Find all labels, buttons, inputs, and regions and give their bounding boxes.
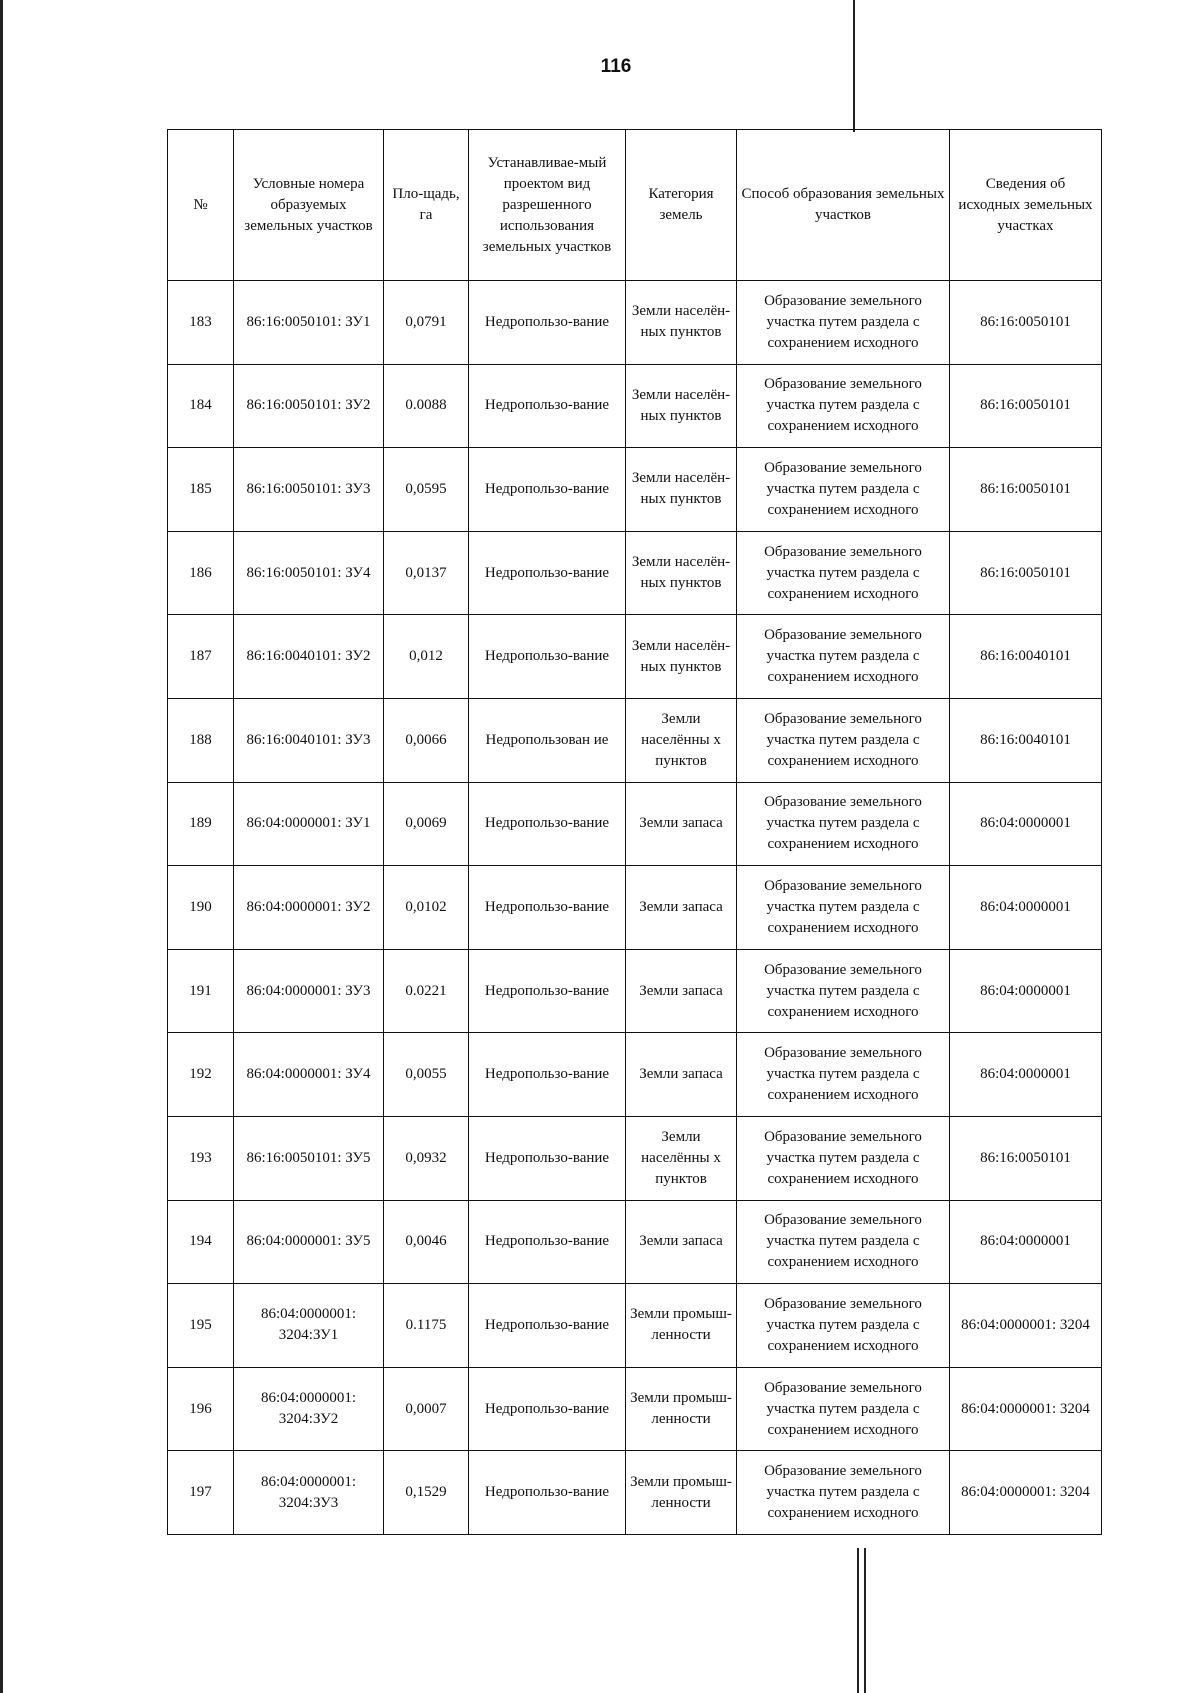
cell-formation-method: Образование земельного участка путем раздела с сохранением исходного <box>737 1116 950 1200</box>
cell-source-plot: 86:16:0050101 <box>950 531 1102 615</box>
cell-permitted-use: Недропользо-вание <box>469 1033 626 1117</box>
cell-number: 189 <box>168 782 234 866</box>
header-area: Пло-щадь, га <box>384 130 469 281</box>
cell-number: 191 <box>168 949 234 1033</box>
cell-source-plot: 86:04:0000001 <box>950 866 1102 950</box>
cell-area: 0,012 <box>384 615 469 699</box>
cell-source-plot: 86:16:0050101 <box>950 364 1102 448</box>
cell-source-plot: 86:16:0040101 <box>950 615 1102 699</box>
cell-plot-number: 86:04:0000001: ЗУ4 <box>234 1033 384 1117</box>
cell-area: 0,0066 <box>384 698 469 782</box>
cell-formation-method: Образование земельного участка путем раздела с сохранением исходного <box>737 1284 950 1368</box>
cell-plot-number: 86:16:0040101: ЗУ2 <box>234 615 384 699</box>
cell-plot-number: 86:16:0050101: ЗУ5 <box>234 1116 384 1200</box>
cell-number: 188 <box>168 698 234 782</box>
table-row <box>168 1116 1102 1200</box>
table-row <box>168 698 1102 782</box>
cell-land-category: Земли населён-ных пунктов <box>626 364 737 448</box>
cell-source-plot: 86:16:0050101 <box>950 1116 1102 1200</box>
table-row <box>168 531 1102 615</box>
cell-area: 0,0102 <box>384 866 469 950</box>
table-row <box>168 866 1102 950</box>
cell-permitted-use: Недропользо-вание <box>469 1116 626 1200</box>
table-row <box>168 615 1102 699</box>
cell-source-plot: 86:16:0050101 <box>950 281 1102 365</box>
cell-number: 183 <box>168 281 234 365</box>
cell-formation-method: Образование земельного участка путем раздела с сохранением исходного <box>737 782 950 866</box>
cell-permitted-use: Недропользо-вание <box>469 531 626 615</box>
table-row <box>168 1284 1102 1368</box>
cell-plot-number: 86:04:0000001: 3204:ЗУ3 <box>234 1451 384 1535</box>
cell-formation-method: Образование земельного участка путем раздела с сохранением исходного <box>737 364 950 448</box>
cell-land-category: Земли населён-ных пунктов <box>626 615 737 699</box>
cell-plot-number: 86:04:0000001: 3204:ЗУ1 <box>234 1284 384 1368</box>
cell-plot-number: 86:04:0000001: 3204:ЗУ2 <box>234 1367 384 1451</box>
cell-number: 186 <box>168 531 234 615</box>
cell-area: 0.0221 <box>384 949 469 1033</box>
cell-source-plot: 86:04:0000001: 3204 <box>950 1367 1102 1451</box>
cell-number: 192 <box>168 1033 234 1117</box>
cell-source-plot: 86:16:0040101 <box>950 698 1102 782</box>
cell-area: 0,0069 <box>384 782 469 866</box>
cell-source-plot: 86:04:0000001 <box>950 949 1102 1033</box>
table-row <box>168 1033 1102 1117</box>
land-plots-table-container <box>167 129 1102 1535</box>
cell-area: 0.1175 <box>384 1284 469 1368</box>
cell-land-category: Земли запаса <box>626 866 737 950</box>
cell-source-plot: 86:04:0000001 <box>950 782 1102 866</box>
cell-number: 185 <box>168 448 234 532</box>
cell-source-plot: 86:04:0000001: 3204 <box>950 1451 1102 1535</box>
cell-number: 187 <box>168 615 234 699</box>
cell-plot-number: 86:16:0040101: ЗУ3 <box>234 698 384 782</box>
cell-number: 184 <box>168 364 234 448</box>
scan-artifact-line <box>857 1548 859 1693</box>
cell-land-category: Земли промыш-ленности <box>626 1451 737 1535</box>
cell-land-category: Земли населён-ных пунктов <box>626 281 737 365</box>
cell-plot-number: 86:04:0000001: ЗУ1 <box>234 782 384 866</box>
table-row <box>168 364 1102 448</box>
cell-land-category: Земли промыш-ленности <box>626 1367 737 1451</box>
cell-area: 0,0932 <box>384 1116 469 1200</box>
cell-land-category: Земли населённы х пунктов <box>626 1116 737 1200</box>
cell-permitted-use: Недропользо-вание <box>469 615 626 699</box>
table-row <box>168 448 1102 532</box>
cell-land-category: Земли запаса <box>626 782 737 866</box>
cell-formation-method: Образование земельного участка путем раздела с сохранением исходного <box>737 615 950 699</box>
cell-land-category: Земли запаса <box>626 949 737 1033</box>
cell-plot-number: 86:16:0050101: ЗУ4 <box>234 531 384 615</box>
cell-number: 193 <box>168 1116 234 1200</box>
cell-plot-number: 86:04:0000001: ЗУ5 <box>234 1200 384 1284</box>
cell-permitted-use: Недропользо-вание <box>469 281 626 365</box>
table-row <box>168 782 1102 866</box>
header-land-category: Категория земель <box>626 130 737 281</box>
cell-formation-method: Образование земельного участка путем раздела с сохранением исходного <box>737 1033 950 1117</box>
cell-permitted-use: Недропользо-вание <box>469 1284 626 1368</box>
cell-formation-method: Образование земельного участка путем раздела с сохранением исходного <box>737 949 950 1033</box>
cell-plot-number: 86:16:0050101: ЗУ2 <box>234 364 384 448</box>
cell-area: 0,0595 <box>384 448 469 532</box>
header-formation-method: Способ образования земельных участков <box>737 130 950 281</box>
cell-land-category: Земли промыш-ленности <box>626 1284 737 1368</box>
cell-permitted-use: Недропользо-вание <box>469 448 626 532</box>
cell-area: 0,0007 <box>384 1367 469 1451</box>
cell-permitted-use: Недропользо-вание <box>469 1200 626 1284</box>
cell-number: 190 <box>168 866 234 950</box>
cell-formation-method: Образование земельного участка путем раздела с сохранением исходного <box>737 281 950 365</box>
header-source-plots: Сведения об исходных земельных участках <box>950 130 1102 281</box>
cell-plot-number: 86:16:0050101: ЗУ1 <box>234 281 384 365</box>
cell-formation-method: Образование земельного участка путем раздела с сохранением исходного <box>737 531 950 615</box>
cell-permitted-use: Недропользо-вание <box>469 364 626 448</box>
cell-area: 0,0046 <box>384 1200 469 1284</box>
table-header-row <box>168 130 1102 281</box>
cell-plot-number: 86:04:0000001: ЗУ3 <box>234 949 384 1033</box>
table-row <box>168 1451 1102 1535</box>
header-conditional-numbers: Условные номера образуемых земельных участков <box>234 130 384 281</box>
cell-area: 0,0791 <box>384 281 469 365</box>
cell-land-category: Земли населённы х пунктов <box>626 698 737 782</box>
cell-land-category: Земли населён-ных пунктов <box>626 531 737 615</box>
cell-formation-method: Образование земельного участка путем раздела с сохранением исходного <box>737 698 950 782</box>
cell-formation-method: Образование земельного участка путем раздела с сохранением исходного <box>737 448 950 532</box>
scan-artifact-line <box>864 1548 866 1693</box>
cell-formation-method: Образование земельного участка путем раздела с сохранением исходного <box>737 1451 950 1535</box>
cell-permitted-use: Недропользован ие <box>469 698 626 782</box>
cell-number: 197 <box>168 1451 234 1535</box>
table-row <box>168 1367 1102 1451</box>
cell-source-plot: 86:16:0050101 <box>950 448 1102 532</box>
cell-area: 0,0137 <box>384 531 469 615</box>
cell-number: 195 <box>168 1284 234 1368</box>
cell-permitted-use: Недропользо-вание <box>469 1451 626 1535</box>
cell-plot-number: 86:04:0000001: ЗУ2 <box>234 866 384 950</box>
header-number: № <box>168 130 234 281</box>
cell-land-category: Земли запаса <box>626 1200 737 1284</box>
table-row <box>168 949 1102 1033</box>
cell-permitted-use: Недропользо-вание <box>469 782 626 866</box>
cell-land-category: Земли населён-ных пунктов <box>626 448 737 532</box>
cell-source-plot: 86:04:0000001 <box>950 1033 1102 1117</box>
cell-permitted-use: Недропользо-вание <box>469 949 626 1033</box>
land-plots-table <box>167 129 1102 1535</box>
table-row <box>168 1200 1102 1284</box>
cell-area: 0,1529 <box>384 1451 469 1535</box>
cell-source-plot: 86:04:0000001 <box>950 1200 1102 1284</box>
cell-formation-method: Образование земельного участка путем раздела с сохранением исходного <box>737 1367 950 1451</box>
page-number: 116 <box>600 56 632 77</box>
cell-number: 194 <box>168 1200 234 1284</box>
cell-number: 196 <box>168 1367 234 1451</box>
cell-formation-method: Образование земельного участка путем раздела с сохранением исходного <box>737 1200 950 1284</box>
table-row <box>168 281 1102 365</box>
cell-permitted-use: Недропользо-вание <box>469 866 626 950</box>
cell-plot-number: 86:16:0050101: ЗУ3 <box>234 448 384 532</box>
cell-source-plot: 86:04:0000001: 3204 <box>950 1284 1102 1368</box>
header-permitted-use: Устанавливае-мый проектом вид разрешенного использования земельных участков <box>469 130 626 281</box>
cell-area: 0.0088 <box>384 364 469 448</box>
cell-formation-method: Образование земельного участка путем раздела с сохранением исходного <box>737 866 950 950</box>
scan-artifact-line <box>0 0 3 1693</box>
cell-area: 0,0055 <box>384 1033 469 1117</box>
cell-permitted-use: Недропользо-вание <box>469 1367 626 1451</box>
cell-land-category: Земли запаса <box>626 1033 737 1117</box>
